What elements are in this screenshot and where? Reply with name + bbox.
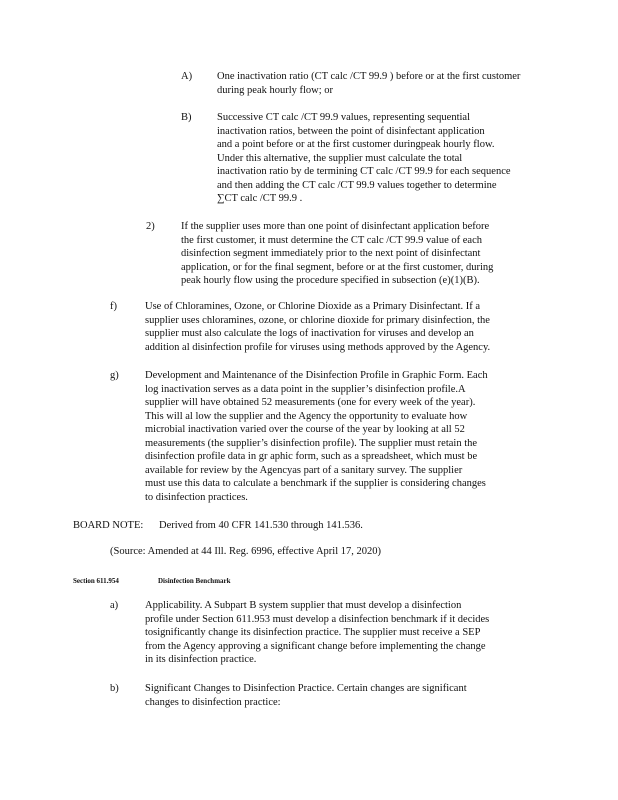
- item-label-b: B): [181, 112, 192, 123]
- item-label-2: 2): [146, 221, 155, 232]
- text-line: log inactivation serves as a data point in the supplier’s disinfection profile.A: [145, 383, 466, 395]
- item-text-a: [217, 70, 533, 97]
- item-text-2: [181, 220, 536, 288]
- item-label-a-lower: a): [110, 600, 119, 611]
- item-label-a: A): [181, 71, 193, 82]
- item-text-b-lower: [145, 682, 535, 709]
- item-text-f: [145, 300, 540, 354]
- text-line: disinfection segment immediately prior to the next point of disinfectant: [181, 248, 481, 259]
- text-line: and a point before or at the first customer duringpeak hourly flow.: [217, 139, 495, 150]
- text-line: If the supplier uses more than one point of disinfectant application before: [181, 221, 490, 232]
- text-line: Use of Chloramines, Ozone, or Chlorine Dioxide as a Primary Disinfectant. If a: [145, 301, 481, 312]
- board-note-label: BOARD NOTE:: [73, 520, 144, 531]
- board-note-text: [159, 519, 459, 533]
- text-line: supplier uses chloramines, ozone, or chlorine dioxide for primary disinfection, the: [145, 314, 490, 326]
- text-line: addition al disinfection profile for viruses using methods approved by the Agency.: [145, 341, 491, 353]
- text-line: must use this data to calculate a benchmark if the supplier is considering changes: [145, 478, 486, 489]
- text-line: and then adding the CT calc /CT 99.9 values together to determine: [217, 179, 497, 191]
- text-line: disinfection profile data in gr aphic form, such as a spreadsheet, which must be: [145, 451, 478, 462]
- text-line: One inactivation ratio (CT calc /CT 99.9 ) before or at the first customer: [217, 71, 521, 82]
- text-line: profile under Section 611.953 must develop a disinfection benchmark if it decides: [145, 613, 490, 625]
- source-note: [110, 545, 440, 559]
- item-text-a-lower: [145, 599, 535, 667]
- text-line: inactivation ratio by de termining CT calc /CT 99.9 for each sequence: [217, 166, 511, 177]
- text-line: to disinfection practices.: [145, 491, 248, 503]
- section-number: Section 611.954: [73, 577, 119, 585]
- text-line: Development and Maintenance of the Disinfection Profile in Graphic Form. Each: [145, 370, 488, 381]
- text-line: microbial inactivation varied over the course of the year by looking at all 52: [145, 424, 465, 435]
- text-line: This will al low the supplier and the Agency the opportunity to evaluate how: [145, 410, 468, 422]
- text-line: (Source: Amended at 44 Ill. Reg. 6996, effective April 17, 2020): [110, 546, 381, 557]
- text-line: measurements (the supplier’s disinfection profile). The supplier must retain the: [145, 437, 478, 449]
- text-line: application, or for the final segment, before or at the first customer, during: [181, 261, 494, 273]
- item-text-b: [217, 111, 533, 206]
- item-label-f: f): [110, 301, 117, 312]
- text-line: supplier will have obtained 52 measurements (one for every week of the year).: [145, 397, 476, 408]
- text-line: ∑CT calc /CT 99.9 .: [217, 193, 303, 204]
- text-line: tosignificantly change its disinfection practice. The supplier must receive a SEP: [145, 627, 481, 638]
- text-line: supplier must also calculate the logs of inactivation for viruses and develop an: [145, 328, 474, 339]
- text-line: changes to disinfection practice:: [145, 696, 281, 708]
- text-line: in its disinfection practice.: [145, 654, 257, 665]
- text-line: Successive CT calc /CT 99.9 values, representing sequential: [217, 112, 471, 123]
- item-label-g: g): [110, 370, 119, 381]
- text-line: the first customer, it must determine the CT calc /CT 99.9 value of each: [181, 234, 482, 246]
- text-line: Derived from 40 CFR 141.530 through 141.536.: [159, 520, 363, 531]
- section-title: Disinfection Benchmark: [158, 577, 231, 585]
- text-line: inactivation ratios, between the point of disinfectant application: [217, 125, 485, 137]
- text-line: Significant Changes to Disinfection Practice. Certain changes are significant: [145, 683, 467, 694]
- text-line: Under this alternative, the supplier must calculate the total: [217, 152, 463, 164]
- text-line: during peak hourly flow; or: [217, 84, 334, 96]
- text-line: peak hourly flow using the procedure specified in subsection (e)(1)(B).: [181, 275, 480, 286]
- text-line: from the Agency approving a significant change before implementing the change: [145, 640, 486, 652]
- item-label-b-lower: b): [110, 683, 119, 694]
- text-line: Applicability. A Subpart B system supplier that must develop a disinfection: [145, 600, 462, 611]
- item-text-g: [145, 369, 540, 504]
- text-line: available for review by the Agencyas part of a sanitary survey. The supplier: [145, 464, 463, 476]
